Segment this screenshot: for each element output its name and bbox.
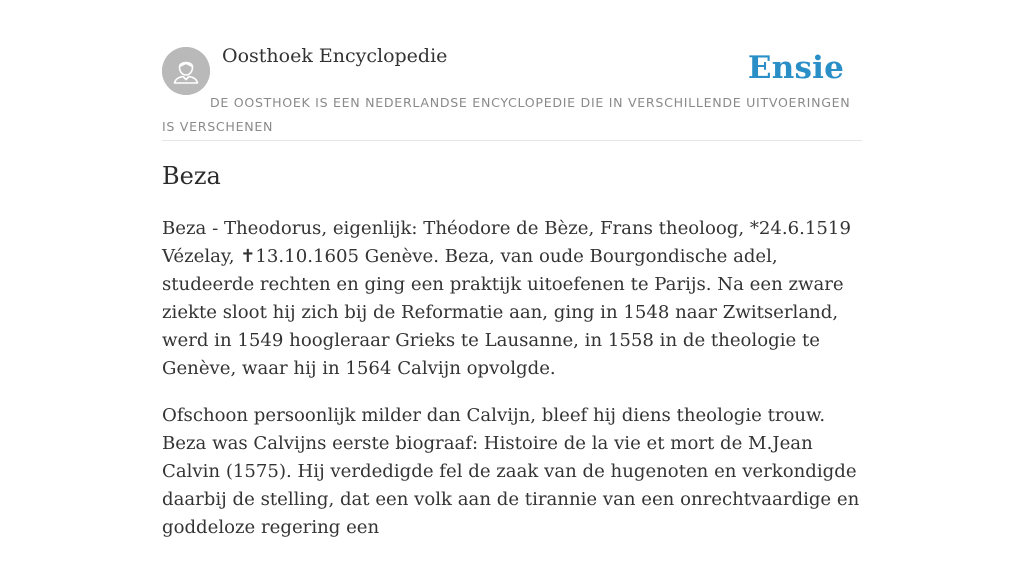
page: [162, 0, 862, 538]
source-header: [162, 0, 862, 141]
source-description: DE OOSTHOEK IS EEN NEDERLANDSE ENCYCLOPEDIE DIE IN VERSCHILLENDE UITVOERINGEN IS VERSCHENEN: [162, 95, 851, 134]
entry-body: [162, 215, 862, 561]
source-title-link[interactable]: Oosthoek Encyclopedie: [222, 45, 448, 67]
entry-title: Beza: [162, 162, 221, 190]
entry-paragraph: Beza - Theodorus, eigenlijk: Théodore de Bèze, Frans theoloog, *24.6.1519 Vézelay, ✝13.10.1605 Genève. Beza, van oude Bourgondische adel, studeerde rechten en ging een praktijk uitoefenen te Parijs. Na een zware ziekte sloot hij zich bij de Reformatie aan, ging in 1548 naar Zwitserland, werd in 1549 hoogleraar Grieks te Lausanne, in 1558 in de theologie te Genève, waar hij in 1564 Calvijn opvolgde.: [162, 218, 851, 379]
user-icon: [162, 47, 210, 95]
brand-logo[interactable]: Ensie: [747, 50, 844, 86]
source-avatar[interactable]: [162, 47, 210, 95]
entry-paragraph: Ofschoon persoonlijk milder dan Calvijn, bleef hij diens theologie trouw. Beza was Calvijns eerste biograaf: Histoire de la vie et mort de M.Jean Calvin (1575). Hij verdedigde fel de zaak van de hugenoten en verkondigde daarbij de stelling, dat een volk aan de tirannie van een onrechtvaardige en goddeloze regering een: [162, 405, 860, 538]
